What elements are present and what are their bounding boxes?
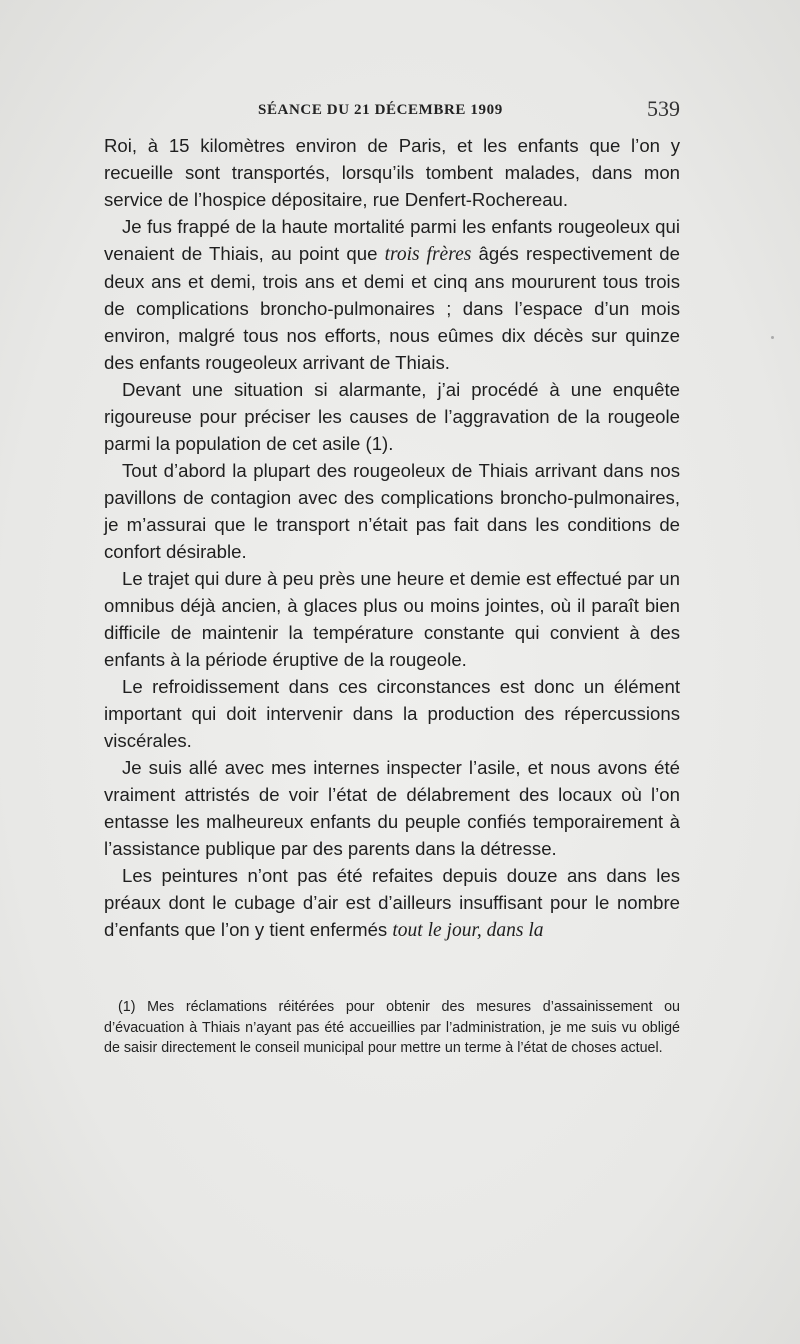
- footnote: [104, 997, 680, 1059]
- paragraph-3: Devant une situation si alarmante, j’ai procédé à une enquête rigoureuse pour préciser les causes de l’aggravation de la rougeole parmi la population de cet asile (1).: [104, 379, 680, 454]
- paragraph-8: [104, 862, 680, 944]
- page-number: 539: [647, 96, 680, 121]
- paragraph-2-part-b: âgés respectivement de deux ans et demi, trois ans et demi et cinq ans moururent tous trois de complications broncho-pulmonaires ; dans l’espace d’un mois environ, malgré tous nos efforts, nous eûmes dix décès sur quinze des enfants rougeoleux arrivant de Thiais.: [104, 243, 680, 373]
- paragraph-5: Le trajet qui dure à peu près une heure et demie est effectué par un omnibus déjà ancien, à glaces plus ou moins jointes, où il paraît bien difficile de maintenir la température constante qui convient à des enfants à la période éruptive de la rougeole.: [104, 568, 680, 670]
- running-head: [104, 96, 680, 126]
- paragraph-6: Le refroidissement dans ces circonstances est donc un élément important qui doit intervenir dans la production des répercussions viscérales.: [104, 676, 680, 751]
- paragraph-8-part-a: Les peintures n’ont pas été refaites depuis douze ans dans les préaux dont le cubage d’air est d’ailleurs insuffisant pour le nombre d’enfants que l’on y tient enfermés: [104, 865, 680, 940]
- paragraph-8-emphasis: tout le jour, dans la: [392, 920, 544, 941]
- body-text: [104, 132, 680, 944]
- paragraph-2-part-a: Je fus frappé de la haute mortalité parmi les enfants rougeoleux qui venaient de Thiais, au point que: [104, 216, 680, 264]
- paper-speck: [771, 336, 774, 339]
- running-title: SÉANCE DU 21 DÉCEMBRE 1909: [258, 102, 503, 118]
- paragraph-2-emphasis: trois frères: [384, 244, 472, 265]
- paragraph-1: Roi, à 15 kilomètres environ de Paris, et les enfants que l’on y recueille sont transportés, lorsqu’ils tombent malades, dans mon service de l’hospice dépositaire, rue Denfert-Rochereau.: [104, 135, 680, 210]
- paragraph-7: Je suis allé avec mes internes inspecter l’asile, et nous avons été vraiment attristés de voir l’état de délabrement des locaux où l’on entasse les malheureux enfants du peuple confiés temporairement à l’assistance publique par des parents dans la détresse.: [104, 757, 680, 859]
- footnote-text: (1) Mes réclamations réitérées pour obtenir des mesures d’assainissement ou d’évacuation à Thiais n’ayant pas été accueillies par l’administration, je me suis vu obligé de saisir directement le conseil municipal pour mettre un terme à l’état de choses actuel.: [104, 999, 680, 1056]
- paragraph-2: [104, 213, 680, 376]
- paragraph-4: Tout d’abord la plupart des rougeoleux de Thiais arrivant dans nos pavillons de contagion avec des complications broncho-pulmonaires, je m’assurai que le transport n’était pas fait dans les conditions de confort désirable.: [104, 460, 680, 562]
